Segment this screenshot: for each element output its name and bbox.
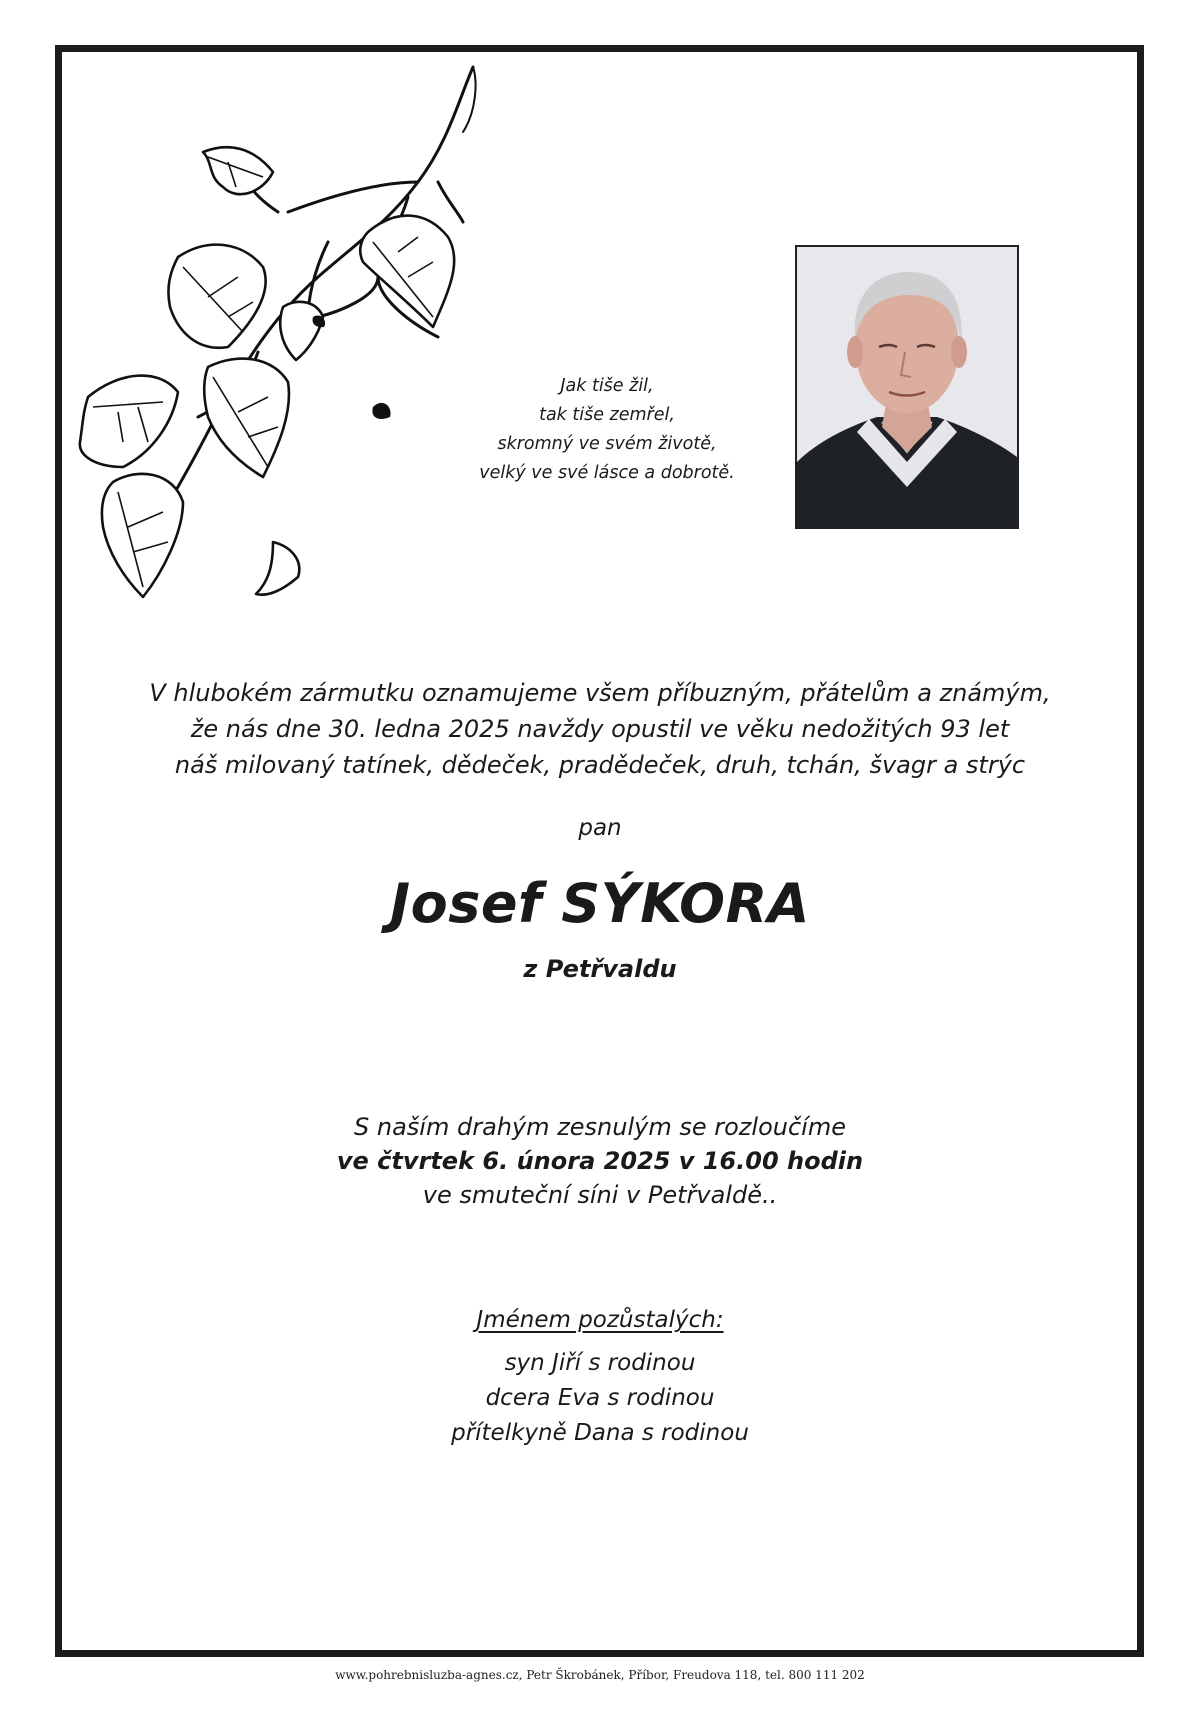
farewell-date-time: ve čtvrtek 6. února 2025 v 16.00 hodin bbox=[336, 1147, 864, 1175]
announcement-line: náš milovaný tatínek, dědeček, pradědeček, druh, tchán, švagr a strýc bbox=[174, 751, 1026, 779]
survivors-block bbox=[0, 1303, 1200, 1451]
name-prefix: pan bbox=[578, 815, 622, 841]
deceased-name: Josef SÝKORA bbox=[390, 872, 810, 935]
leaf-branch-illustration bbox=[78, 62, 503, 662]
farewell-place: ve smuteční síni v Petřvaldě.. bbox=[422, 1181, 778, 1209]
quote-line: velký ve své lásce a dobrotě. bbox=[479, 463, 735, 483]
announcement-line: V hlubokém zármutku oznamujeme všem příbuzným, přátelům a známým, bbox=[149, 679, 1051, 707]
quote-line: tak tiše zemřel, bbox=[539, 405, 675, 425]
farewell-info bbox=[0, 1110, 1200, 1212]
death-announcement bbox=[100, 675, 1100, 783]
announcement-line: že nás dne 30. ledna 2025 navždy opustil ve věku nedožitých 93 let bbox=[190, 715, 1010, 743]
survivor-name: přítelkyně Dana s rodinou bbox=[451, 1420, 749, 1446]
survivor-name: dcera Eva s rodinou bbox=[485, 1385, 715, 1411]
quote-line: Jak tiše žil, bbox=[560, 376, 654, 396]
deceased-origin: z Petřvaldu bbox=[523, 955, 677, 983]
funeral-service-footer: www.pohrebnisluzba-agnes.cz, Petr Škrobánek, Příbor, Freudova 118, tel. 800 111 202 bbox=[335, 1668, 865, 1682]
survivors-heading: Jménem pozůstalých: bbox=[476, 1307, 724, 1333]
portrait-photo bbox=[795, 245, 1019, 529]
memorial-quote bbox=[452, 372, 762, 488]
quote-line: skromný ve svém životě, bbox=[497, 434, 717, 454]
farewell-intro: S naším drahým zesnulým se rozloučíme bbox=[354, 1113, 846, 1141]
survivor-name: syn Jiří s rodinou bbox=[504, 1350, 696, 1376]
